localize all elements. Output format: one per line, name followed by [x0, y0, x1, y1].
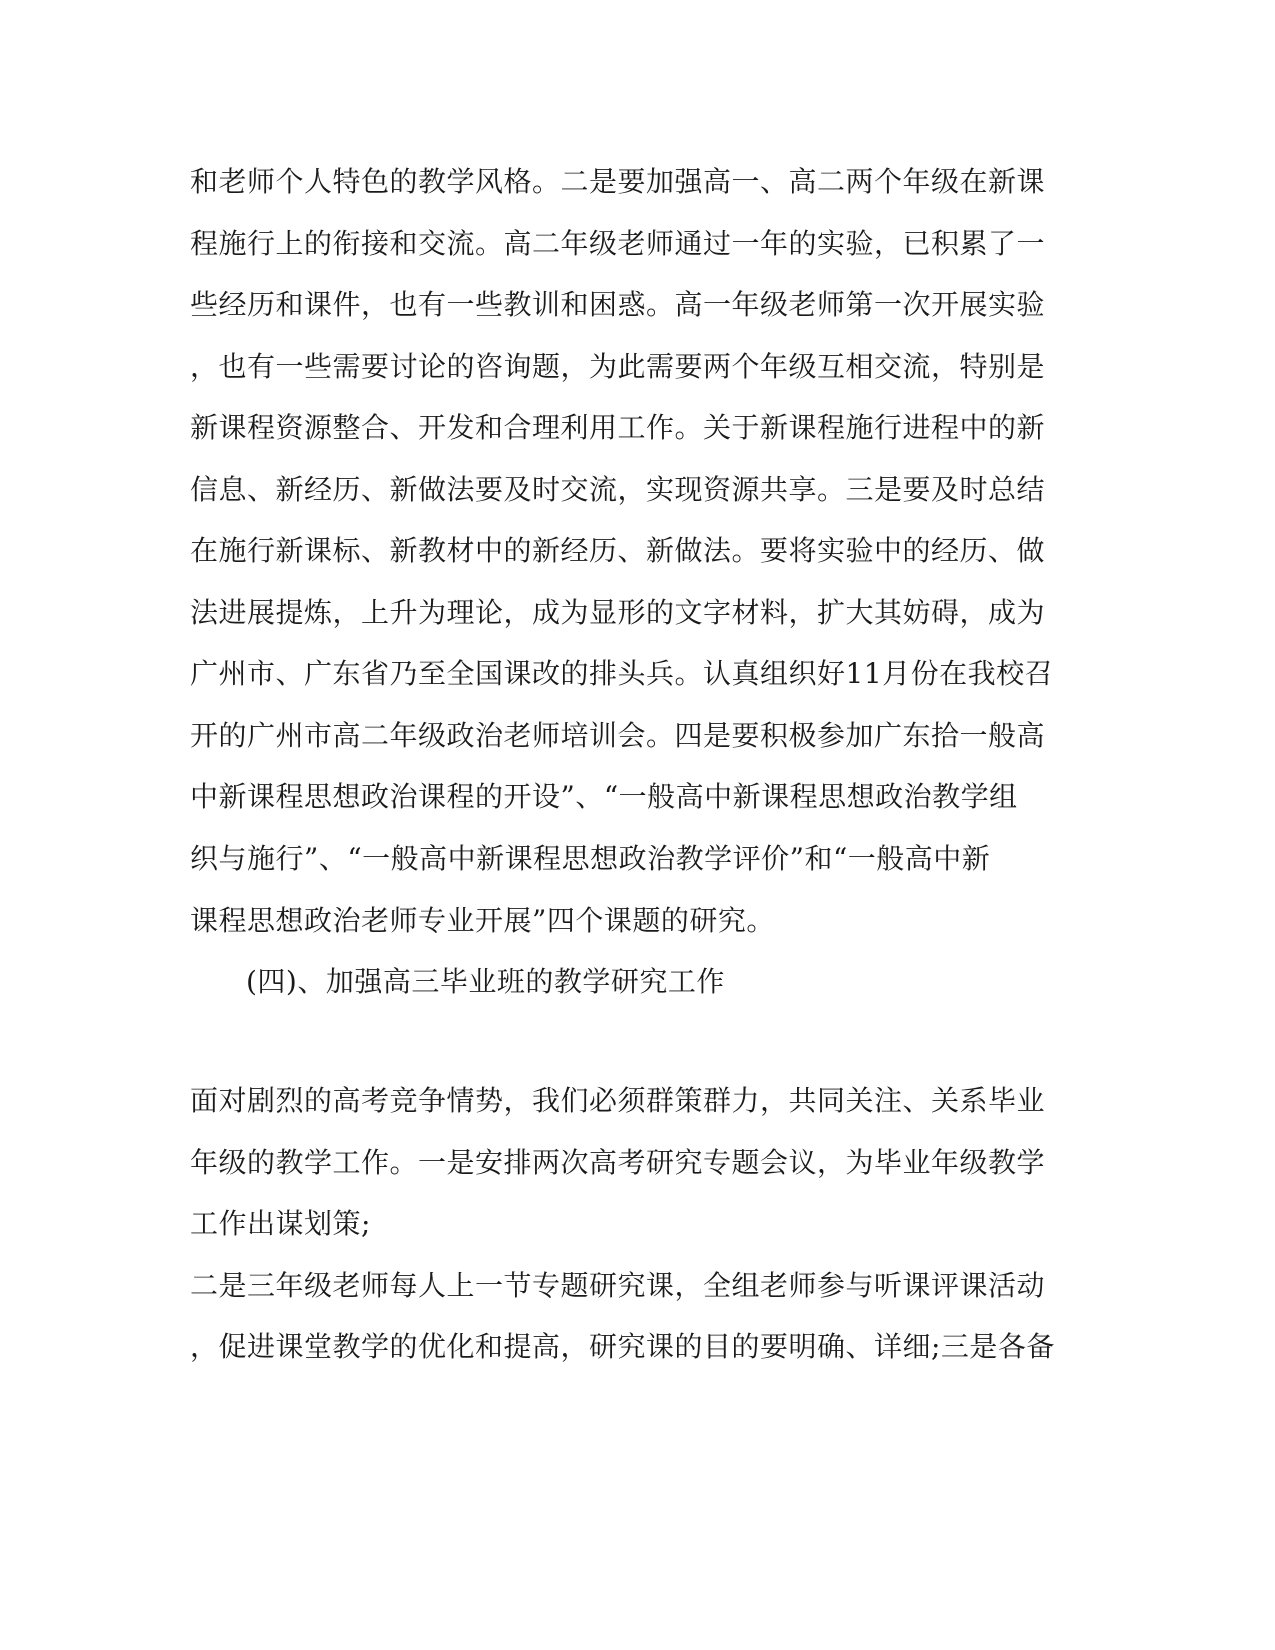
- paragraph-line: ，促进课堂教学的优化和提高，研究课的目的要明确、详细;三是各备: [190, 1330, 1055, 1363]
- paragraph-line: 工作出谋划策;: [190, 1207, 371, 1240]
- paragraph-line: 织与施行”、“一般高中新课程思想政治教学评价”和“一般高中新: [190, 842, 991, 875]
- paragraph-line: ，也有一些需要讨论的咨询题，为此需要两个年级互相交流，特别是: [190, 350, 1046, 383]
- paragraph-line: 些经历和课件，也有一些教训和困惑。高一年级老师第一次开展实验: [190, 288, 1046, 321]
- paragraph-line: 程施行上的衔接和交流。高二年级老师通过一年的实验，已积累了一: [190, 227, 1046, 260]
- paragraph-line: 广州市、广东省乃至全国课改的排头兵。认真组织好11月份在我校召: [190, 657, 1054, 690]
- paragraph-line: 中新课程思想政治课程的开设”、“一般高中新课程思想政治教学组: [190, 780, 1018, 813]
- paragraph-line: 二是三年级老师每人上一节专题研究课，全组老师参与听课评课活动: [190, 1269, 1046, 1302]
- section-heading: (四)、加强高三毕业班的教学研究工作: [246, 965, 725, 998]
- paragraph-line: 年级的教学工作。一是安排两次高考研究专题会议，为毕业年级教学: [190, 1146, 1046, 1179]
- paragraph-line: 面对剧烈的高考竞争情势，我们必须群策群力，共同关注、关系毕业: [190, 1084, 1046, 1117]
- paragraph-line: 开的广州市高二年级政治老师培训会。四是要积极参加广东拾一般高: [190, 719, 1046, 752]
- paragraph-line: 法进展提炼，上升为理论，成为显形的文字材料，扩大其妨碍，成为: [190, 596, 1046, 629]
- paragraph-line: 课程思想政治老师专业开展”四个课题的研究。: [190, 904, 775, 937]
- paragraph-line: 信息、新经历、新做法要及时交流，实现资源共享。三是要及时总结: [190, 473, 1046, 506]
- paragraph-line: 新课程资源整合、开发和合理利用工作。关于新课程施行进程中的新: [190, 411, 1046, 444]
- paragraph-line: 在施行新课标、新教材中的新经历、新做法。要将实验中的经历、做: [190, 534, 1046, 567]
- paragraph-line: 和老师个人特色的教学风格。二是要加强高一、高二两个年级在新课: [190, 165, 1046, 198]
